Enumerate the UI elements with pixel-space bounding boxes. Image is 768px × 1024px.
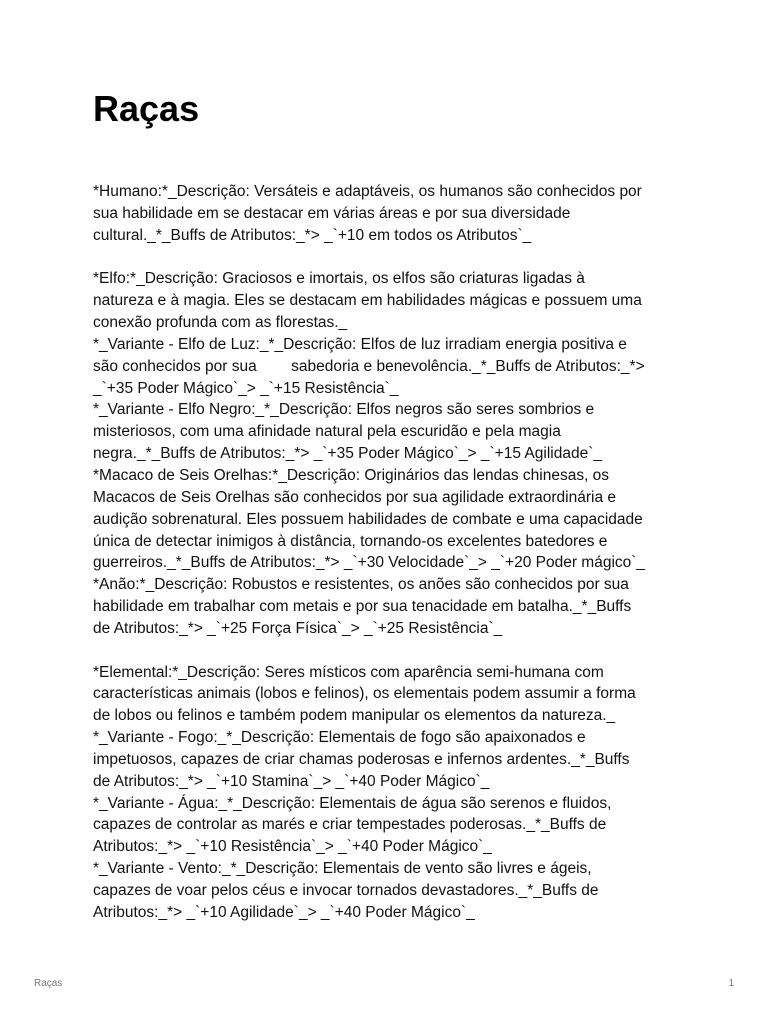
- text-line: características animais (lobos e felinos), os elementais podem assumir a forma: [93, 685, 636, 703]
- text-line: *Anão:*_Descrição: Robustos e resistentes, os anões são conhecidos por sua: [93, 576, 629, 594]
- text-line: cultural._*_Buffs de Atributos:_*> _`+10 em todos os Atributos`_: [93, 226, 532, 244]
- text-line: de Atributos:_*> _`+10 Stamina`_> _`+40 Poder Mágico`_: [93, 772, 490, 790]
- text-line: sua habilidade em se destacar em várias áreas e por sua diversidade: [93, 204, 571, 222]
- text-line: capazes de controlar as marés e criar tempestades poderosas._*_Buffs de: [93, 816, 607, 834]
- text-line: Atributos:_*> _`+10 Resistência`_> _`+40 Poder Mágico`_: [93, 838, 492, 856]
- text-line: *Humano:*_Descrição: Versáteis e adaptáveis, os humanos são conhecidos por: [93, 183, 642, 200]
- text-line: capazes de voar pelos céus e invocar tornados devastadores._*_Buffs de: [93, 882, 599, 899]
- text-line: _`+35 Poder Mágico`_> _`+15 Resistência`_: [93, 379, 399, 397]
- text-line: misteriosos, com uma afinidade natural pela escuridão e pela magia: [93, 423, 561, 441]
- text-line: natureza e à magia. Eles se destacam em habilidades mágicas e possuem uma: [93, 292, 642, 310]
- text-line: Macacos de Seis Orelhas são conhecidos por sua agilidade extraordinária e: [93, 488, 616, 506]
- page-number: 1: [728, 978, 734, 989]
- text-line: *_Variante - Elfo Negro:_*_Descrição: Elfos negros são seres sombrios e: [93, 401, 595, 419]
- document-body: [93, 181, 683, 924]
- text-line: de lobos ou felinos e também podem manipular os elementos da natureza._: [93, 707, 616, 725]
- paragraph-gap: [93, 640, 683, 662]
- text-line: negra._*_Buffs de Atributos:_*> _`+35 Poder Mágico`_> _`+15 Agilidade`_: [93, 445, 602, 463]
- text-line: são conhecidos por sua sabedoria e benevolência._*_Buffs de Atributos:_*>: [93, 357, 645, 375]
- text-line: conexão profunda com as florestas._: [93, 314, 348, 332]
- paragraph-gap: [93, 247, 683, 269]
- text-line: *Elemental:*_Descrição: Seres místicos com aparência semi-humana com: [93, 663, 604, 681]
- text-line: *_Variante - Água:_*_Descrição: Elementais de água são serenos e fluidos,: [93, 794, 612, 812]
- text-line: *_Variante - Elfo de Luz:_*_Descrição: Elfos de luz irradiam energia positiva e: [93, 335, 627, 353]
- text-line: guerreiros._*_Buffs de Atributos:_*> _`+30 Velocidade`_> _`+20 Poder mágico`_: [93, 554, 646, 572]
- footer-document-title: Raças: [34, 978, 63, 989]
- text-line: *_Variante - Vento:_*_Descrição: Elementais de vento são livres e ágeis,: [93, 860, 592, 878]
- text-line: *_Variante - Fogo:_*_Descrição: Elementais de fogo são apaixonados e: [93, 729, 586, 747]
- text-line: *Elfo:*_Descrição: Graciosos e imortais, os elfos são criaturas ligadas à: [93, 270, 585, 288]
- text-line: de Atributos:_*> _`+25 Força Física`_> _`+25 Resistência`_: [93, 619, 503, 637]
- text-line: única de detectar inimigos à distância, tornando-os excelentes batedores e: [93, 532, 608, 550]
- page-title: Raças: [93, 88, 200, 129]
- text-line: *Macaco de Seis Orelhas:*_Descrição: Originários das lendas chinesas, os: [93, 466, 610, 484]
- text-line: impetuosos, capazes de criar chamas poderosas e infernos ardentes._*_Buffs: [93, 750, 630, 768]
- text-line: audição sobrenatural. Eles possuem habilidades de combate e uma capacidade: [93, 510, 643, 528]
- text-line: Atributos:_*> _`+10 Agilidade`_> _`+40 Poder Mágico`_: [93, 903, 475, 921]
- text-line: habilidade em trabalhar com metais e por sua tenacidade em batalha._*_Buffs: [93, 598, 632, 616]
